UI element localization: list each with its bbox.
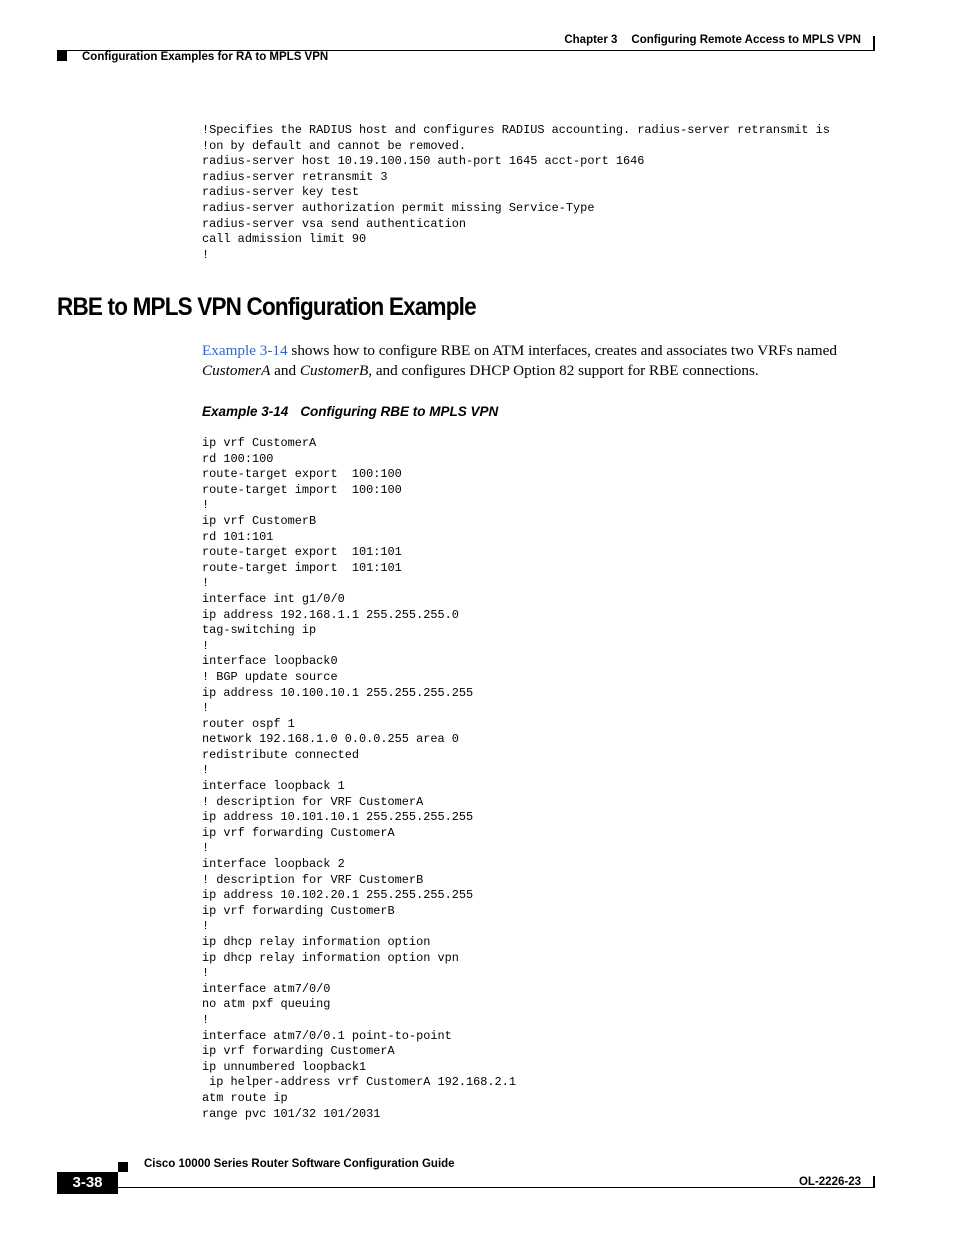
chapter-number: Chapter 3 bbox=[564, 34, 618, 46]
footer-doc-number: OL-2226-23 bbox=[798, 1176, 861, 1188]
code-block-radius: !Specifies the RADIUS host and configures RADIUS accounting. radius-server retransmit is !on by default and cannot be removed. radius-server host 10.19.100.150 auth-port 1645 acct-port 1646 radius-server retransmit 3 radius-server key test radius-server authorization permit missing Service-Type radius-server vsa send authentication call admission limit 90 ! bbox=[202, 123, 830, 262]
code-block-rbe-config: ip vrf CustomerA rd 100:100 route-target export 100:100 route-target import 100:100 ! ip vrf CustomerB rd 101:101 route-target export 101:101 route-target import 101:101 ! interface int g1/0/0 ip address 192.168.1.1 255.255.255.0 tag-switching ip ! interface loopback0 ! BGP update source ip address 10.100.10.1 255.255.255.255 ! router ospf 1 network 192.168.1.0 0.0.0.255 area 0 redistribute connected ! interface loopback 1 ! description for VRF CustomerA ip address 10.101.10.1 255.255.255.255 ip vrf forwarding CustomerA ! interface loopback 2 ! description for VRF CustomerB ip address 10.102.20.1 255.255.255.255 ip vrf forwarding CustomerB ! ip dhcp relay information option ip dhcp relay information option vpn ! interface atm7/0/0 no atm pxf queuing ! interface atm7/0/0.1 point-to-point ip vrf forwarding CustomerA ip unnumbered loopback1 ip helper-address vrf CustomerA 192.168.2.1 atm route ip range pvc 101/32 101/2031 bbox=[202, 436, 516, 1121]
header-block-marker bbox=[57, 51, 67, 61]
intro-paragraph bbox=[202, 341, 892, 380]
section-title: RBE to MPLS VPN Configuration Example bbox=[57, 293, 476, 321]
chapter-title: Configuring Remote Access to MPLS VPN bbox=[631, 34, 861, 46]
example-link[interactable]: Example 3-14 bbox=[202, 342, 288, 359]
footer-page-number: 3-38 bbox=[57, 1172, 118, 1194]
paragraph-text-3: , and configures DHCP Option 82 support for RBE connections. bbox=[368, 361, 759, 379]
footer-block-marker bbox=[118, 1162, 128, 1172]
running-header-section: Configuration Examples for RA to MPLS VPN bbox=[82, 51, 329, 63]
paragraph-italic-customer-a: CustomerA bbox=[202, 361, 271, 379]
paragraph-italic-customer-b: CustomerB bbox=[299, 361, 369, 379]
example-caption-label: Example 3-14 bbox=[202, 404, 289, 419]
paragraph-text-2: and bbox=[270, 361, 300, 379]
example-caption-title: Configuring RBE to MPLS VPN bbox=[300, 404, 499, 419]
running-header-chapter bbox=[564, 34, 861, 46]
example-caption bbox=[202, 404, 498, 419]
footer-guide-title: Cisco 10000 Series Router Software Configuration Guide bbox=[144, 1158, 455, 1170]
paragraph-text-1: shows how to configure RBE on ATM interfaces, creates and associates two VRFs named bbox=[287, 342, 837, 359]
footer-rule bbox=[118, 1187, 875, 1188]
footer-tick-mark bbox=[873, 1176, 875, 1188]
header-tick-mark bbox=[873, 36, 875, 50]
